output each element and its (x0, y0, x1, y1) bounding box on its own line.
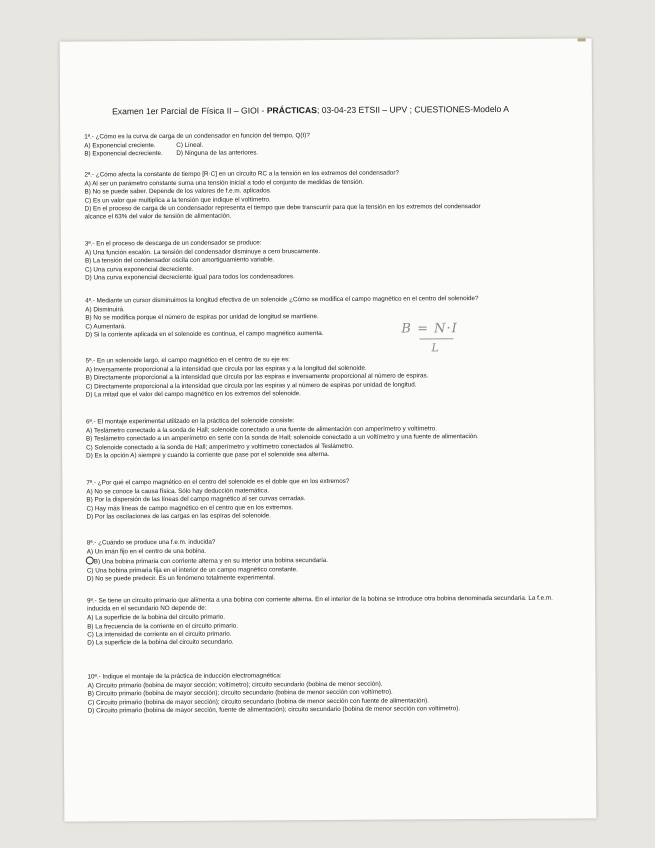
option-b: B) No se modifica porque el número de espiras por unidad de longitud se mantiene. (85, 313, 319, 322)
question-10 (87, 671, 565, 716)
title-part-b: PRÁCTICAS (266, 105, 317, 116)
option-c: C) Solenoide conectado a la sonda de Hall; amperímetro y voltímetro conectados al Teslámetro. (86, 442, 354, 452)
option-d: D) La superficie de la bobina del circuito secundario. (87, 638, 234, 647)
option-d: D) Si la corriente aplicada en el solenoide es continua, el campo magnético aumenta. (85, 329, 324, 339)
option-c: C) Una bobina primaria fija en el interior de un campo magnético constante. (86, 565, 298, 575)
option-c: C) Aumentará. (85, 322, 126, 331)
option-b: B) La tensión del condensador oscila con amortiguamiento variable. (84, 256, 275, 265)
option-a: A) No se conoce la causa física. Sólo hay deducción matemática. (86, 487, 270, 496)
question-8 (87, 537, 565, 584)
option-a: A) Inversamente proporcional a la intensidad que circula por las espiras y a la longitud del solenoide. (85, 364, 367, 374)
question-stem: 6ª.- El montaje experimental utilizado en la práctica del solenoide consiste: (85, 417, 295, 426)
question-stem: 2ª.- ¿Cómo afecta la constante de tiempo [R·C] en un circuito RC a la tensión en los extremos del condensador? (84, 169, 400, 179)
option-d: D) Ninguna de las anteriores. (176, 149, 259, 158)
option-b: B) La frecuencia de la corriente en el circuito primario. (87, 622, 239, 631)
option-c: C) Circuito primario (bobina de mayor sección); circuito secundario (bobina de menor sección con fuente de alimentación). (87, 696, 429, 707)
option-a: A) Una función escalón. La tensión del condensador disminuye a cero bruscamente. (84, 248, 321, 257)
option-c: C) Es un valor que multiplica a la tensión que indique el voltímetro. (84, 195, 271, 205)
option-a: A) Teslámetro conectado a la sonda de Hall; solenoide conectado a una fuente de alimentación con amperímetro y voltímetro. (85, 425, 437, 435)
option-a: A) Circuito primario (bobina de mayor sección; voltímetro); circuito secundario (bobina de menor sección). (87, 680, 383, 690)
option-d: D) No se puede predecir. Es un fenómeno totalmente experimental. (86, 574, 276, 583)
question-1 (84, 131, 562, 160)
option-a: A) Exponencial creciente. (84, 142, 156, 150)
option-b: B) Circuito primario (bobina de mayor sección); circuito secundario (bobina de menor sección con voltímetro). (87, 689, 393, 698)
option-b: B) Teslámetro conectado a un amperímetro en serie con la sonda de Hall; solenoide conectado a un voltímetro y una fuente de alimentación. (86, 433, 479, 443)
option-a: A) Al ser un parámetro constante suma una tensión inicial a todo el conjunto de medidas de tensión. (84, 178, 364, 188)
question-stem: 5ª.- En un solenoide largo, el campo magnético en el centro de su eje es: (85, 356, 290, 365)
option-a: A) La superficie de la bobina del circuito primario. (87, 614, 226, 622)
option-a: A) Un imán fijo en el centro de una bobina. (86, 547, 207, 556)
option-d-continued: alcance el 63% del valor de tensión de alimentación. (84, 212, 232, 221)
option-d: D) Circuito primario (bobina de mayor sección, fuente de alimentación); circuito secundario (bobina de menor sección con voltímetro). (87, 705, 461, 715)
option-d: D) Una curva exponencial decreciente igual para todos los condensadores. (85, 273, 295, 282)
title-part-c: ; 03-04-23 ETSII – UPV ; CUESTIONES-Modelo A (316, 103, 509, 116)
handwritten-formula (401, 321, 458, 355)
question-stem: 3ª.- En el proceso de descarga de un condensador se produce: (84, 239, 262, 248)
option-b: B) Una bobina primaria con corriente alterna y en su interior una bobina secundaria. (93, 557, 328, 566)
question-7 (86, 477, 564, 522)
option-b: B) Directamente proporcional a la intensidad que circula por las espiras e inversamente proporcional al número de espiras. (85, 372, 429, 382)
question-stem: 7ª.- ¿Por qué el campo magnético en el centro del solenoide es el doble que en los extremos? (86, 477, 350, 487)
fraction-bar (419, 338, 453, 339)
question-5 (86, 355, 564, 400)
exam-title (112, 104, 509, 116)
option-a: A) Disminuirá. (85, 306, 125, 314)
option-d: D) La mitad que el valor del campo magnético en los extremos del solenoide. (85, 389, 302, 399)
question-9 (87, 595, 565, 648)
option-c: C) Lineal. (176, 141, 204, 150)
question-6 (86, 416, 564, 461)
option-c: C) Una curva exponencial decreciente. (84, 265, 194, 274)
question-stem: 9ª.- Se tiene un circuito primario que alimenta a una bobina con corriente alterna. En el interior de la bobina se introduce otra bobina denominada secundaria. La f.e.m. inducida en el secundario NO depende de: (87, 594, 553, 613)
answer-mark-circle (86, 557, 94, 565)
question-stem: 1ª.- ¿Cómo es la curva de carga de un condensador en función del tiempo, Q(t)? (84, 132, 310, 141)
question-stem: 4ª.- Mediante un cursor disminuimos la longitud efectiva de un solenoide ¿Cómo se modifica el campo magnético en el centro del solenoide? (85, 295, 479, 305)
question-3 (85, 238, 563, 283)
option-c: C) La intensidad de corriente en el circuito primario. (87, 630, 232, 639)
option-d: D) Por las oscilaciones de las cargas en las espiras del solenoide. (86, 512, 272, 521)
question-stem: 8ª.- ¿Cuándo se produce una f.e.m. inducida? (86, 538, 216, 547)
question-4 (85, 295, 563, 340)
title-part-a: Examen 1er Parcial de Física II – GIOI - (112, 105, 267, 117)
question-2 (84, 169, 562, 222)
option-b: B) Exponencial decreciente. (84, 150, 163, 158)
formula-numerator: B = N·I (401, 321, 458, 337)
option-b: B) No se puede saber. Depende de los valores de f.e.m. aplicados. (84, 187, 272, 196)
option-c: C) Hay más líneas de campo magnético en el centro que en los extremos. (86, 503, 294, 513)
question-stem: 10ª.- Indique el montaje de la práctica de inducción electromagnética: (87, 672, 282, 681)
option-d: D) Es la opción A) siempre y cuando la corriente que pase por el solenoide sea alterna. (86, 450, 330, 460)
option-b: B) Por la dispersión de las líneas del campo magnético al ser curvas cerradas. (86, 495, 306, 504)
exam-sheet (60, 38, 597, 821)
formula-denominator: L (431, 341, 440, 355)
option-d: D) En el proceso de carga de un condensador representa el tiempo que debe transcurrir para que la tensión en los extremos del condensador (84, 202, 481, 213)
paper-mark (578, 38, 586, 41)
option-c: C) Directamente proporcional a la intensidad que circula por las espiras y al número de espiras por unidad de longitud. (85, 381, 417, 391)
